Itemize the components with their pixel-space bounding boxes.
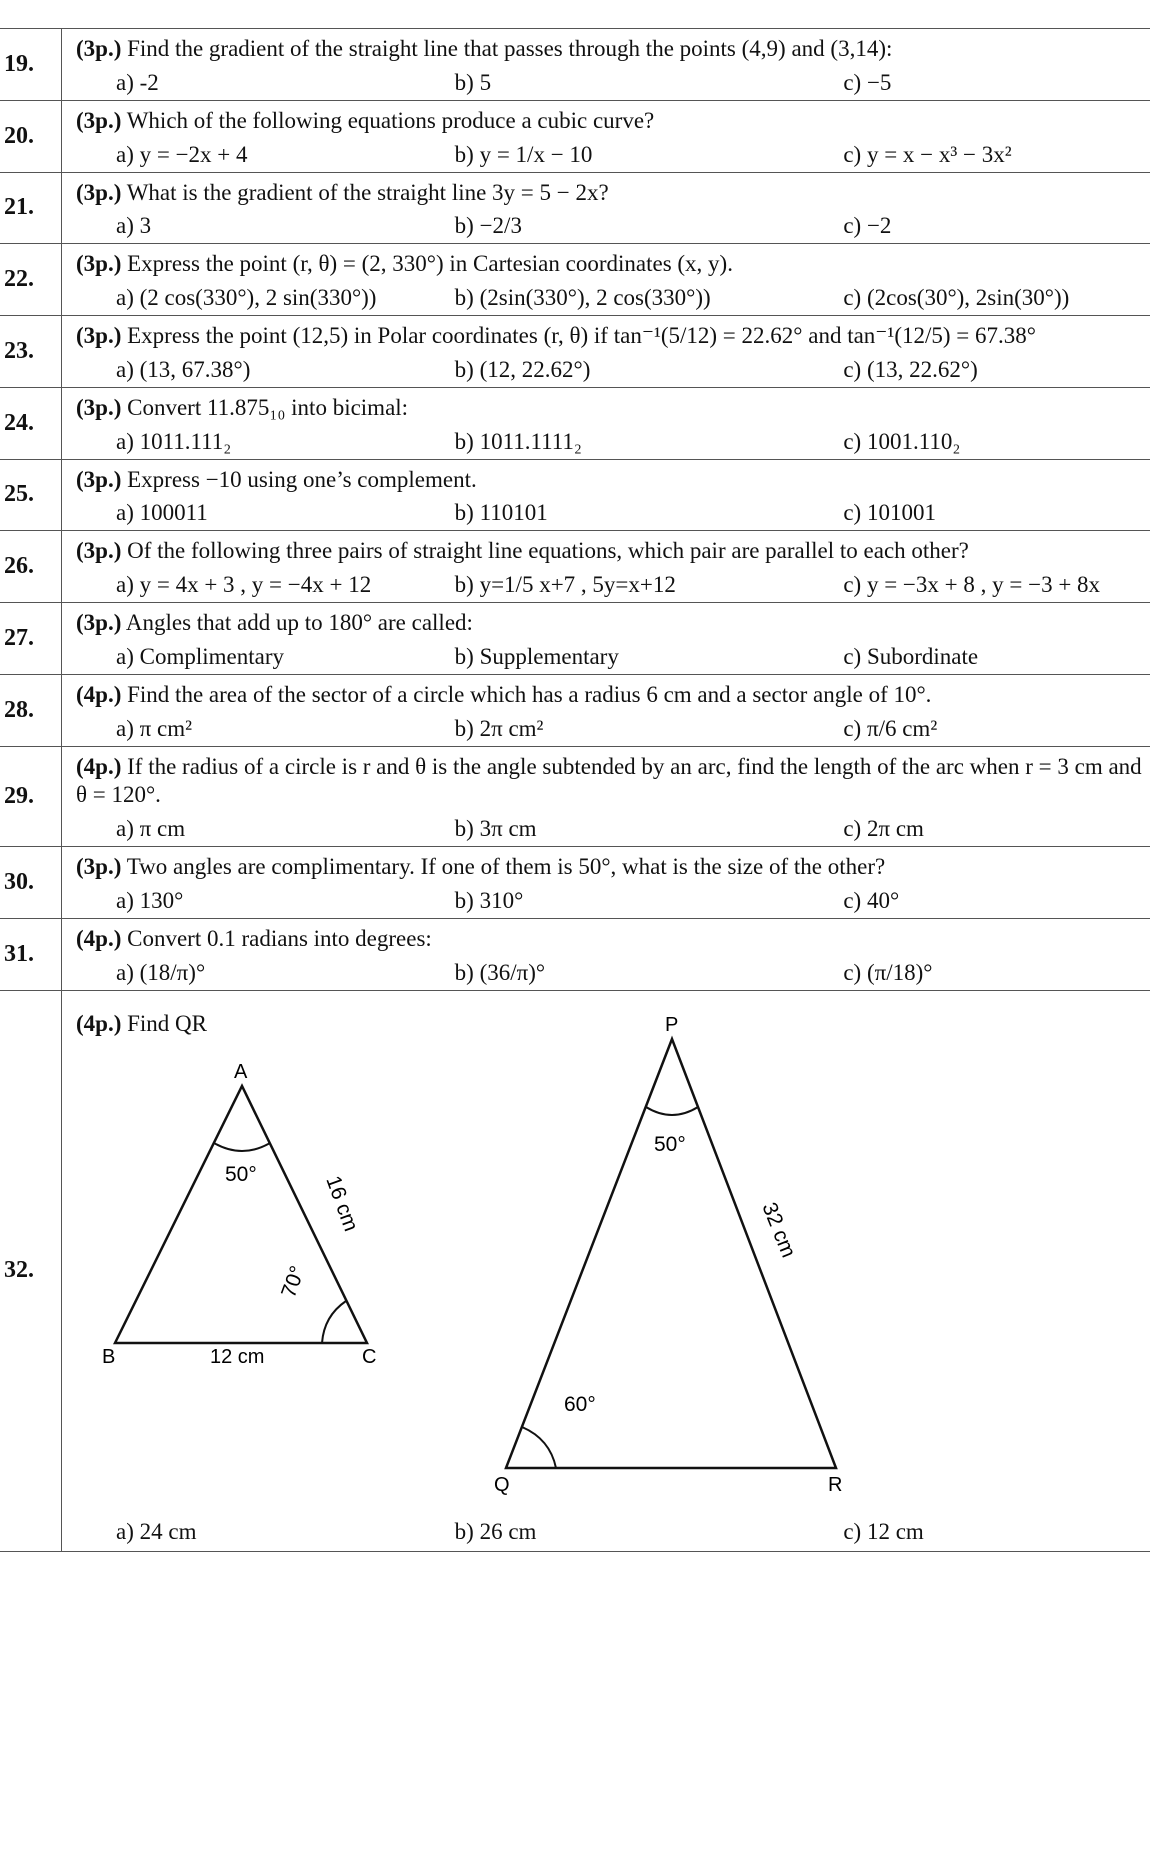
question-prompt: Express the point (r, θ) = (2, 330°) in Cartesian coordinates (x, y). <box>127 251 733 277</box>
question-text <box>76 322 1142 351</box>
option-a[interactable]: a) (18/π)° <box>116 959 206 985</box>
option-b[interactable]: b) 310° <box>454 887 524 913</box>
question-row-30 <box>0 847 1150 919</box>
question-points: (3p.) <box>76 538 122 564</box>
angle-arc-q <box>522 1427 556 1468</box>
option-c[interactable]: c) 40° <box>843 887 900 913</box>
question-number: 32. <box>0 990 62 1551</box>
question-row-31 <box>0 918 1150 990</box>
question-prompt: Angles that add up to 180° are called: <box>125 610 473 635</box>
question-prompt: Find QR <box>127 1010 208 1036</box>
triangle-diagrams <box>62 991 1150 1551</box>
angle-arc-a <box>214 1143 270 1151</box>
question-points: (4p.) <box>76 925 122 951</box>
option-a[interactable]: a) Complimentary <box>116 643 284 669</box>
option-a[interactable]: a) 100011 <box>116 500 208 526</box>
triangles-figure <box>62 991 1150 1551</box>
question-text <box>76 681 1142 710</box>
question-body <box>62 172 1150 244</box>
answer-options <box>76 285 1142 311</box>
question-prompt: Which of the following equations produce a cubic curve? <box>126 107 655 133</box>
question-number: 26. <box>0 531 62 603</box>
question-body <box>62 746 1150 847</box>
question-points: (3p.) <box>76 854 122 879</box>
question-body <box>62 316 1150 388</box>
question-points: (3p.) <box>76 107 122 133</box>
question-text <box>76 35 1142 64</box>
option-c[interactable]: c) π/6 cm² <box>843 715 938 741</box>
question-prompt: Find the gradient of the straight line that passes through the points (4,9) and (3,14): <box>127 36 893 61</box>
question-points: (3p.) <box>76 610 122 635</box>
question-number: 24. <box>0 387 62 459</box>
question-table <box>0 28 1150 1552</box>
question-number: 21. <box>0 172 62 244</box>
answer-options <box>76 644 1142 670</box>
question-body <box>62 531 1150 603</box>
question-row-21 <box>0 172 1150 244</box>
question-number: 31. <box>0 918 62 990</box>
vertex-r-label: R <box>828 1473 843 1496</box>
question-body <box>62 603 1150 675</box>
vertex-b-label: B <box>102 1345 116 1368</box>
vertex-c-label: C <box>362 1345 377 1368</box>
answer-options <box>76 142 1142 168</box>
question-number: 22. <box>0 244 62 316</box>
question-text <box>76 250 1142 279</box>
option-a[interactable]: a) π cm² <box>116 715 192 741</box>
vertex-p-label: P <box>665 1013 679 1036</box>
question-prompt: If the radius of a circle is r and θ is the angle subtended by an arc, find the length of the arc when r = 3 cm and θ = 120°. <box>76 753 1142 808</box>
question-points: (3p.) <box>76 466 122 492</box>
question-body <box>62 990 1150 1551</box>
question-body <box>62 100 1150 172</box>
question-number: 25. <box>0 459 62 531</box>
option-b[interactable]: b) (12, 22.62°) <box>454 356 591 382</box>
answer-options <box>62 1519 1150 1545</box>
question-row-19 <box>0 29 1150 101</box>
angle-arc-c <box>322 1301 346 1343</box>
answer-options <box>76 500 1142 526</box>
option-b[interactable]: b) y = 1/x − 10 <box>454 141 593 167</box>
option-c[interactable]: c) −5 <box>843 69 892 95</box>
question-text <box>76 537 1142 566</box>
option-c[interactable]: c) Subordinate <box>843 643 979 669</box>
question-number: 20. <box>0 100 62 172</box>
question-row-32 <box>0 990 1150 1551</box>
option-c[interactable]: c) 12 cm <box>843 1518 924 1544</box>
question-points: (3p.) <box>76 251 122 277</box>
vertex-q-label: Q <box>494 1473 510 1496</box>
answer-options <box>76 70 1142 96</box>
option-c[interactable]: c) y = x − x³ − 3x² <box>843 141 1012 167</box>
question-row-23 <box>0 316 1150 388</box>
option-a[interactable]: a) y = 4x + 3 , y = −4x + 12 <box>116 572 372 597</box>
option-c[interactable]: c) (13, 22.62°) <box>843 356 978 382</box>
question-points: (3p.) <box>76 36 122 61</box>
angle-arc-p <box>646 1107 698 1115</box>
answer-options <box>76 429 1142 455</box>
question-row-20 <box>0 100 1150 172</box>
option-c[interactable]: c) 2π cm <box>843 816 924 841</box>
question-text <box>76 179 1142 208</box>
option-b[interactable]: b) 5 <box>454 69 492 95</box>
option-b[interactable]: b) y=1/5 x+7 , 5y=x+12 <box>454 572 676 597</box>
option-b[interactable]: b) −2/3 <box>454 213 522 239</box>
option-b[interactable]: b) 2π cm² <box>454 715 544 741</box>
side-pr-label: 32 cm <box>757 1198 801 1261</box>
question-body <box>62 847 1150 919</box>
question-prompt: Convert 0.1 radians into degrees: <box>127 925 432 951</box>
question-number: 28. <box>0 674 62 746</box>
question-row-28 <box>0 674 1150 746</box>
option-a[interactable]: a) 24 cm <box>116 1518 197 1544</box>
option-a[interactable]: a) (13, 67.38°) <box>116 356 251 382</box>
question-row-24 <box>0 387 1150 459</box>
option-c[interactable]: c) −2 <box>843 213 892 239</box>
answer-options <box>76 888 1142 914</box>
question-number: 30. <box>0 847 62 919</box>
question-prompt: Two angles are complimentary. If one of them is 50°, what is the size of the other? <box>126 854 886 879</box>
answer-options <box>76 213 1142 239</box>
option-b[interactable]: b) (2sin(330°), 2 cos(330°)) <box>454 285 711 310</box>
triangle-abc <box>115 1086 367 1343</box>
answer-options <box>76 816 1142 842</box>
question-text <box>76 466 1142 495</box>
question-row-27 <box>0 603 1150 675</box>
answer-options <box>76 716 1142 742</box>
question-body <box>62 459 1150 531</box>
answer-options <box>76 572 1142 598</box>
question-prompt: What is the gradient of the straight line 3y = 5 − 2x? <box>126 179 609 205</box>
option-a[interactable]: a) 130° <box>116 887 184 913</box>
option-c[interactable]: c) y = −3x + 8 , y = −3 + 8x <box>843 572 1101 597</box>
option-c[interactable]: c) (π/18)° <box>843 959 933 985</box>
question-text <box>76 609 1142 638</box>
question-points: (4p.) <box>76 681 122 707</box>
option-c[interactable]: c) 1001.110₂ <box>843 428 961 454</box>
option-a[interactable]: a) π cm <box>116 816 186 841</box>
question-points: (4p.) <box>76 753 122 779</box>
question-row-22 <box>0 244 1150 316</box>
angle-q-label: 60° <box>564 1392 596 1416</box>
question-prompt: Of the following three pairs of straight line equations, which pair are parallel to each other? <box>127 538 969 564</box>
option-b[interactable]: b) 26 cm <box>454 1518 537 1544</box>
angle-a-label: 50° <box>225 1162 257 1186</box>
question-prompt: Express the point (12,5) in Polar coordinates (r, θ) if tan⁻¹(5/12) = 22.62° and tan⁻¹(12/5) = 67.38° <box>127 323 1036 348</box>
option-a[interactable]: a) -2 <box>116 69 159 95</box>
option-b[interactable]: b) (36/π)° <box>454 959 546 985</box>
question-prompt: Express −10 using one’s complement. <box>127 466 477 492</box>
question-points: (4p.) <box>76 1010 122 1036</box>
question-text <box>76 925 1142 954</box>
question-text <box>76 853 1142 882</box>
option-a[interactable]: a) 3 <box>116 213 152 239</box>
side-bc-label: 12 cm <box>210 1345 265 1368</box>
option-b[interactable]: b) 3π cm <box>454 816 537 841</box>
question-body <box>62 29 1150 101</box>
side-ac-label: 16 cm <box>321 1172 363 1234</box>
answer-options <box>76 960 1142 986</box>
question-text <box>76 107 1142 136</box>
question-points: (3p.) <box>76 394 122 420</box>
question-text <box>76 394 1142 423</box>
question-body <box>62 244 1150 316</box>
answer-options <box>76 357 1142 383</box>
option-b[interactable]: b) 110101 <box>454 500 548 526</box>
question-number: 19. <box>0 29 62 101</box>
vertex-a-label: A <box>234 1060 248 1083</box>
angle-c-label: 70° <box>277 1262 310 1301</box>
question-body <box>62 918 1150 990</box>
question-row-25 <box>0 459 1150 531</box>
option-c[interactable]: c) 101001 <box>843 500 936 526</box>
angle-p-label: 50° <box>654 1132 686 1156</box>
option-b[interactable]: b) Supplementary <box>454 643 619 669</box>
question-number: 27. <box>0 603 62 675</box>
question-number: 29. <box>0 746 62 847</box>
question-row-26 <box>0 531 1150 603</box>
question-prompt: Convert 11.875₁₀ into bicimal: <box>127 394 409 420</box>
question-number: 23. <box>0 316 62 388</box>
question-body <box>62 387 1150 459</box>
question-text <box>76 753 1142 811</box>
question-prompt: Find the area of the sector of a circle which has a radius 6 cm and a sector angle of 10°. <box>127 681 932 707</box>
question-row-29 <box>0 746 1150 847</box>
option-c[interactable]: c) (2cos(30°), 2sin(30°)) <box>843 285 1070 310</box>
option-b[interactable]: b) 1011.1111₂ <box>454 428 582 454</box>
option-a[interactable]: a) (2 cos(330°), 2 sin(330°)) <box>116 285 377 310</box>
exam-sheet <box>0 28 1150 1552</box>
option-a[interactable]: a) 1011.111₂ <box>116 428 232 454</box>
question-body <box>62 674 1150 746</box>
option-a[interactable]: a) y = −2x + 4 <box>116 141 248 167</box>
question-points: (3p.) <box>76 179 122 205</box>
question-points: (3p.) <box>76 323 122 348</box>
